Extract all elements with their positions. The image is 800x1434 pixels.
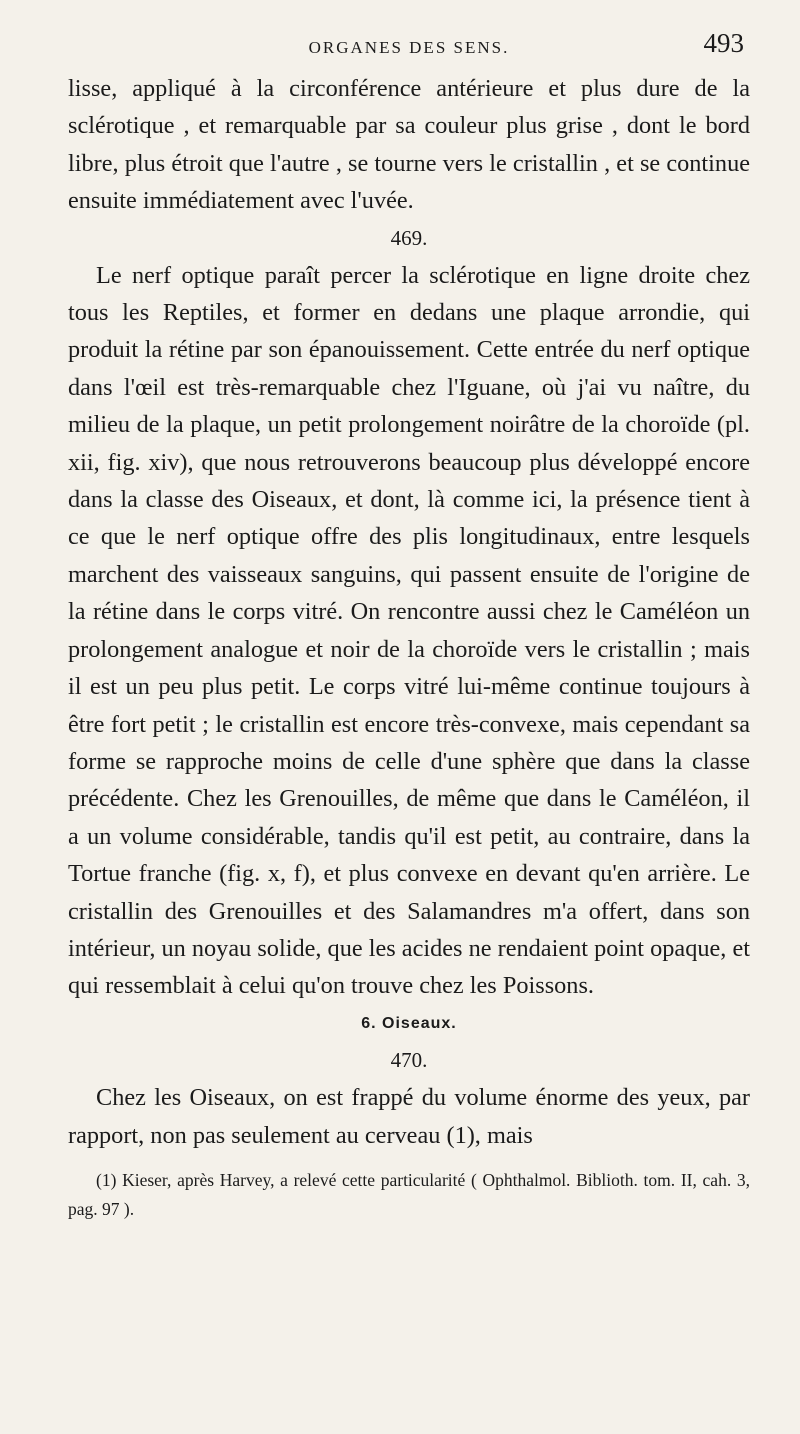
footnote [68,1166,750,1224]
paragraph-number-469: 469. [390,225,428,250]
paragraph-continuation: lisse, appliqué à la circonférence antérieure et plus dure de la sclérotique , et remarquable par sa couleur plus grise , dont le bord libre, plus étroit que l'autre , se tourne vers le cristallin , et se continue ensuite immédiatement avec l'uvée. [68,75,750,215]
footnote-text: (1) Kieser, après Harvey, a relevé cette particularité ( Ophthalmol. Biblioth. tom. II, cah. 3, pag. 97 ). [68,1169,750,1219]
body-text [68,70,750,1154]
running-head [68,28,750,70]
paragraph-470: Chez les Oiseaux, on est frappé du volume énorme des yeux, par rapport, non pas seulement au cerveau (1), mais [68,1084,750,1149]
page-number: 493 [703,28,744,58]
section-heading-birds: 6. Oiseaux. [361,1014,457,1032]
paragraph-number-470: 470. [390,1048,428,1073]
running-head-title: ORGANES DES SENS. [308,38,510,57]
paragraph-469: Le nerf optique paraît percer la sclérotique en ligne droite chez tous les Reptiles, et former en dedans une plaque arrondie, qui produit la rétine par son épanouissement. Cette entrée du nerf optique dans l'œil est très-remarquable chez l'Iguane, où j'ai vu naître, du milieu de la plaque, un petit prolongement noirâtre de la choroïde (pl. xii, fig. xiv), que nous retrouverons beaucoup plus développé encore dans la classe des Oiseaux, et dont, là comme ici, la présence tient à ce que le nerf optique offre des plis longitudinaux, entre lesquels marchent des vaisseaux sanguins, qui passent ensuite de l'origine de la rétine dans le corps vitré. On rencontre aussi chez le Caméléon un prolongement analogue et noir de la choroïde vers le cristallin ; mais il est un peu plus petit. Le corps vitré lui-même continue toujours à être fort petit ; le cristallin est encore très-convexe, mais cependant sa forme se rapproche moins de celle d'une sphère que dans la classe précédente. Chez les Grenouilles, de même que dans le Caméléon, il a un volume considérable, tandis qu'il est petit, au contraire, dans la Tortue franche (fig. x, f), et plus convexe en devant qu'en arrière. Le cristallin des Grenouilles et des Salamandres m'a offert, dans son intérieur, un noyau solide, que les acides ne rendaient point opaque, et qui ressemblait à celui qu'on trouve chez les Poissons. [68,261,750,1000]
